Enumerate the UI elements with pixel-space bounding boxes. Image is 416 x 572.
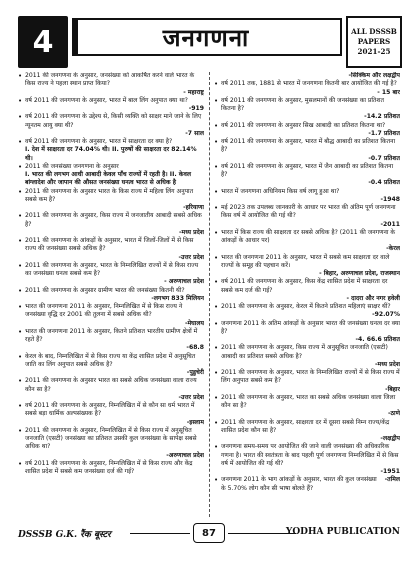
answer-text: -14.2 प्रतिशत [364,113,400,121]
question-item [18,328,204,353]
answer-text: -मध्य प्रदेश [179,228,204,236]
question-item [18,72,204,97]
answer-text: -इस्लाम [186,418,204,426]
question-item [214,229,400,254]
question-text: भारत की जनगणना 2011 के अनुसार, भारत में सबसे कम साक्षरता दर वाले राज्यों के समूह की पहचान करें। [221,253,390,269]
answer-text: -68.8 [186,344,204,352]
question-text: 2011 की जनगणना के अनुसार, किस राज्य में जनजातीय आबादी सबसे अधिक है? [25,212,202,228]
question-text: 2011 की जनगणना के अनुसार भारत के किस राज्य में महिला लिंग अनुपात सबसे कम है? [25,187,194,203]
question-item [214,163,400,188]
question-item [18,212,204,237]
answer-text: -हरियाणा [183,204,204,211]
answer-text: -1948 [380,195,400,203]
answer-text: -2011 [380,220,400,228]
question-item [18,427,204,460]
question-text: वर्ष 2011 तक, 1881 से भारत में जनगणना कितनी बार आयोजित की गई है? [221,80,397,88]
answer-text: -7 साल [185,129,204,137]
question-text: वर्ष 2011 की जनगणना के अनुसार, किस केंद्र शासित प्रदेश में साक्षरता दर सबसे कम दर्ज की गई? [221,278,388,294]
question-item [214,344,400,369]
question-item [214,443,400,476]
answer-text: -919 [188,105,204,112]
answer-text: -सिक्किम और लक्षद्वीप [348,72,400,79]
question-item [18,237,204,262]
question-item [214,72,400,80]
answer-text: -1.7 प्रतिशत [368,129,400,137]
answer-text: -केरल [386,245,400,253]
question-text: वर्ष 2011 की जनगणना के उद्देश्य से, किसी व्यक्ति को साक्षर माने जाने के लिए न्यूनतम आयु क्या थी? [25,113,202,129]
answer-text: -मेघालय [184,319,204,327]
answer-text: -अरुणाचल प्रदेश [166,451,204,459]
question-item [214,204,400,229]
answer-text: -1951 [380,468,400,475]
question-item [214,369,400,394]
question-text: 2011 की जनगणना के अनुसार, निम्नलिखित में से किस राज्य में अनुसूचित जनजाति (एसटी) जनसंख्या का प्रतिशत उसकी कुल जनसंख्या के सापेक्ष सबसे अधिक था? [25,426,197,451]
page-number-box [193,523,225,543]
answer-text: -92.07% [372,311,400,319]
question-item [18,163,204,171]
question-text: मई 2023 तक उपलब्ध जानकारी के आधार पर भारत की अंतिम पूर्ण जनगणना किस वर्ष में आयोजित की गई थी? [221,204,396,220]
answer-text: -बिहार [385,385,400,393]
answer-text: -लगभग 833 मिलियन [151,294,204,302]
answer-text: - 15 बार [377,88,400,96]
question-item [18,402,204,427]
page-footer [18,523,400,545]
question-text: 2011 की जनगणना के अनुसार, किस राज्य में अनुसूचित जनजाति (एसटी) आबादी का प्रतिशत सबसे अधिक है? [221,344,388,360]
answer-text: -0.7 प्रतिशत [368,154,400,162]
question-text: केरल के बाद, निम्नलिखित में से किस राज्य या केंद्र शासित प्रदेश में अनुसूचित जाति का लिंग अनुपात सबसे अधिक है? [25,352,196,368]
question-text: वर्ष 2011 की जनगणना के अनुसार, भारत में जैन आबादी का प्रतिशत कितना है? [221,162,394,178]
question-text: भारत में जनगणना अधिनियम किस वर्ष लागू हुआ था? [221,187,340,195]
papers-line-1: ALL DSSSB [351,27,397,36]
answer-text: - दादरा और नगर हवेली [346,294,400,302]
question-text: भारत में किस राज्य की साक्षरता दर सबसे अधिक है? (2011 की जनगणना के आंकड़ों के आधार पर) [221,228,396,244]
question-item [214,80,400,97]
question-item [18,262,204,287]
question-item [214,419,400,444]
question-item [214,394,400,419]
question-item [18,171,204,188]
question-item [18,97,204,114]
left-question-column [18,72,204,517]
answer-text: -मध्य प्रदेश [375,360,400,368]
question-item [214,97,400,122]
question-text: I. भारत की लगभग आधी आबादी केवल पाँच राज्यों में रहती है। II. केवल बांग्लादेश और जापान की औसत जनसंख्या घनत्व भारत से अधिक है [25,171,191,187]
answer-text: -उत्तर प्रदेश [178,253,204,261]
question-item [18,113,204,138]
question-text: 2011 की जनगणना के अनुसार ग्रामीण भारत की जनसंख्या कितनी थी? [25,286,185,294]
papers-line-3: 2021-25 [357,47,391,56]
papers-badge [346,16,402,68]
question-item [18,377,204,402]
footer-rule-left [130,533,190,534]
question-item [214,303,400,320]
question-columns [18,72,400,517]
question-item [214,122,400,139]
question-item [214,476,400,493]
question-item [214,254,400,279]
question-text: 2011 की जनगणना के अनुसार, भारत के निम्नलिखित राज्यों में से किस राज्य में लिंग अनुपात सबसे कम है? [221,369,400,385]
question-item [214,320,400,345]
question-item [18,138,204,146]
chapter-title-box [72,18,342,56]
answer-text: • -तमिल [384,476,400,484]
question-item [214,188,400,205]
chapter-number-box [18,16,68,68]
question-text: वर्ष 2011 की जनगणना के अनुसार, निम्नलिखित में से कौन सा धर्म भारत में सबसे बड़ा धार्मिक अल्पसंख्यक है? [25,402,195,418]
footer-book-title: DSSSB G.K. रैंक बूस्टर [18,530,111,540]
question-item [214,278,400,303]
question-text: 2011 की जनगणना के अनुसार, भारत का सबसे अधिक जनसंख्या वाला जिला कौन सा है? [221,393,396,409]
answer-text: -0.4 प्रतिशत [368,179,400,187]
question-text: जनगणना 2011 के अतिम आंकड़ों के अनुसार भारत की जनसंख्या घनत्व दर क्या है? [221,319,400,335]
chapter-title: जनगणना [162,23,250,52]
question-item [214,138,400,163]
chapter-header [18,16,400,68]
question-text: वर्ष 2011 की जनगणना के अनुसार, निम्नलिखित में से किस राज्य और केंद्र शासित प्रदेश में सबसे कम जनसंख्या दर्ज की गई? [25,459,193,475]
question-text: 2011 की जनगणना के अनुसार, साक्षरता दर में दूसरा सबसे निम्न राज्य/केंद्र शासित प्रदेश कौन सा है? [221,418,390,434]
column-divider [209,72,210,517]
question-text: वर्ष 2011 की जनगणना के अनुसार सिख आबादी का प्रतिशत कितना था? [221,121,386,129]
question-item [18,188,204,213]
question-text: 2011 की जनगणना के अनुसार, जनसंख्या को आकर्षित करने वाले भारत के किस राज्य ने पहला स्थान प्राप्त किया? [25,72,195,88]
question-text: वर्ष 2011 की जनगणना के अनुसार, भारत में बौद्ध आबादी का प्रतिशत कितना है? [221,138,396,154]
question-item [18,460,204,477]
answer-text: - अरुणाचल प्रदेश [164,278,204,286]
question-text: 2011 की जनगणना के अनुसार, भारत के निम्नलिखित राज्यों में से किस राज्य का जनसंख्या घनत्व सबसे कम है? [25,261,199,277]
question-item [18,287,204,304]
footer-publisher: YODHA PUBLICATION [285,527,400,537]
question-text: जनगणना 2011 के भाग आंकड़ों के अनुसार, भारत की कुल जनसंख्या के 5.70% लोग कौन सी भाषा बोलते हैं? [221,476,377,492]
question-text: भारत की जनगणना 2011 के अनुसार, निम्नलिखित में से किस राज्य ने जनसंख्या वृद्धि दर 2001 की तुलना में सबसे अधिक थी? [25,303,183,319]
question-text: 2011 की जनसंख्या जनगणना के अनुसार [25,162,119,170]
answer-text: -लक्षद्वीप [380,435,400,442]
answer-text: -पुडुचेरी [186,369,204,376]
answer-text: - बिहार, अरुणाचल प्रदेश, राजस्थान [319,270,400,277]
question-text: वर्ष 2011 की जनगणना के अनुसार, भारत में साक्षरता दर क्या है? [25,138,173,145]
question-text: भारत की जनगणना 2011 के अनुसार, कितने प्रतिशत भारतीय ग्रामीण क्षेत्रों में रहते हैं? [25,327,198,343]
question-item [18,146,204,163]
right-question-column [214,72,400,517]
question-text: वर्ष 2011 की जनगणना के अनुसार, मुसलमानों की जनसंख्या का प्रतिशत कितना है? [221,96,385,112]
papers-line-2: PAPERS [357,37,391,46]
answer-text: -ठाणे [387,410,400,418]
question-text: 2011 की जनगणना के अनुसार भारत का सबसे अधिक जनसंख्या वाला राज्य कौन सा है? [25,377,197,393]
chapter-number: 4 [32,24,54,60]
question-text: जनगणना समय-समय पर आयोजित की जाने वाली जनसंख्या की अधिकारिक गणना है। भारत की स्वतंत्रता के बाद पहली पूर्ण जनगणना निम्नलिखित में से किस वर्ष में आयोजित की गई थी? [221,443,399,467]
question-text: वर्ष 2011 की जनगणना के अनुसार, भारत में बाल लिंग अनुपात क्या था? [25,96,188,104]
question-text: 2011 की जनगणना के अनुसार, केरल में कितने प्रतिशत महिलाएं साक्षर थीं? [221,303,391,310]
question-text: 2011 की जनगणना के आंकड़ों के अनुसार, भारत में जिलों-जिलों में से किस राज्य की जनसंख्या सबसे अधिक है? [25,237,194,253]
answer-text: -4. 66.6 प्रतिशत [355,336,400,343]
answer-text: -उत्तर प्रदेश [178,393,204,401]
question-item [18,303,204,328]
question-item [18,353,204,378]
page-number: 87 [202,527,216,539]
question-text: I. देश में साक्षरता दर 74.04% थी। II. पुरुषों की साक्षरता दर 82.14% थी। [25,146,197,162]
answer-text: - महाराष्ट्र [183,88,204,96]
